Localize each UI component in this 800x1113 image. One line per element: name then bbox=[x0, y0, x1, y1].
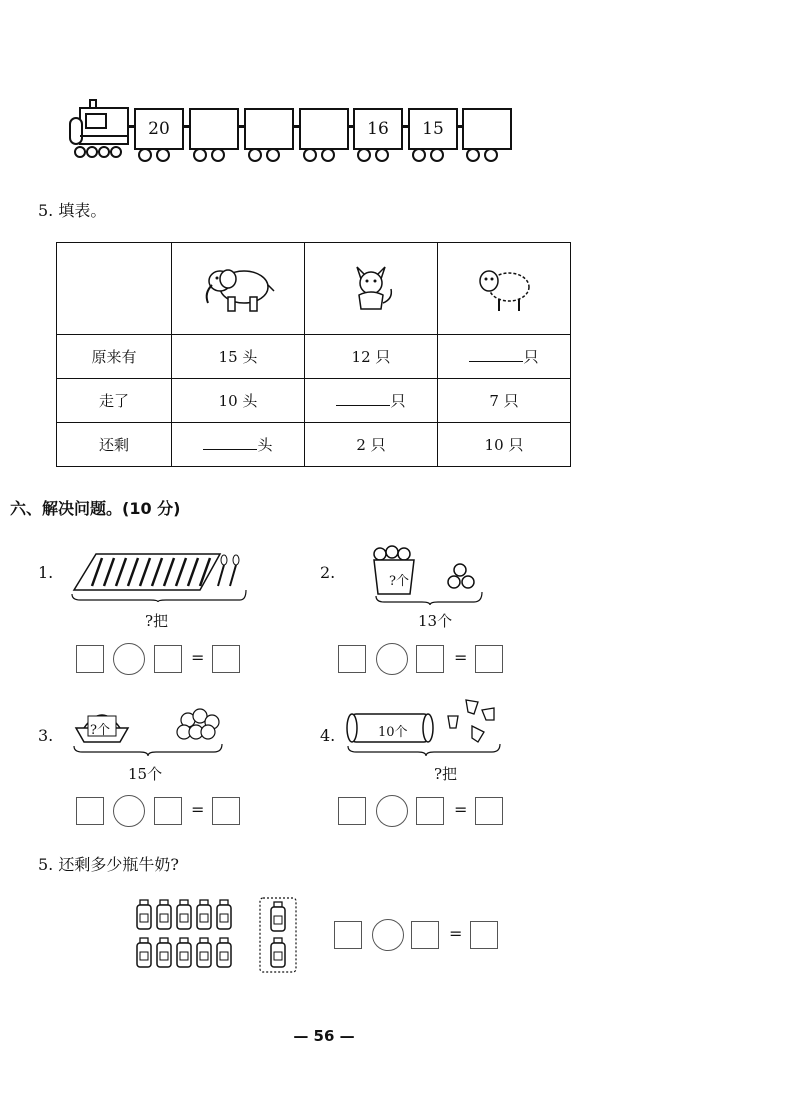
table-cell: 12 只 bbox=[305, 335, 438, 379]
page-number: — 56 — bbox=[293, 1027, 355, 1045]
basket-question-label: ?个 bbox=[389, 574, 409, 589]
sheep-icon bbox=[469, 257, 539, 317]
answer-box[interactable] bbox=[411, 921, 439, 949]
milk-bottles-illustration-icon bbox=[132, 896, 302, 976]
problem-4-label: ?把 bbox=[434, 765, 458, 783]
table-cell[interactable]: 只 bbox=[438, 335, 571, 379]
train-car-5: 16 bbox=[353, 108, 403, 150]
locomotive-icon bbox=[66, 96, 136, 162]
answer-box[interactable] bbox=[475, 797, 503, 825]
table-row bbox=[57, 379, 571, 423]
table-cell[interactable]: 只 bbox=[305, 379, 438, 423]
answer-box[interactable] bbox=[338, 645, 366, 673]
train-car-7 bbox=[462, 108, 512, 150]
section-6-title: 六、解决问题。(10 分) bbox=[10, 499, 181, 518]
answer-box[interactable] bbox=[338, 797, 366, 825]
table-cell: 15 头 bbox=[172, 335, 305, 379]
table-row bbox=[57, 423, 571, 467]
tube-count-label: 10个 bbox=[378, 725, 408, 740]
cat-icon bbox=[341, 257, 401, 317]
answer-box[interactable] bbox=[470, 921, 498, 949]
answer-blank[interactable] bbox=[469, 347, 523, 362]
answer-blank[interactable] bbox=[336, 391, 390, 406]
operator-circle[interactable] bbox=[376, 795, 408, 827]
problem-4-number: 4. bbox=[320, 726, 336, 745]
train-car-4 bbox=[299, 108, 349, 150]
train-car-1: 20 bbox=[134, 108, 184, 150]
answer-box[interactable] bbox=[416, 797, 444, 825]
problem-1-label: ?把 bbox=[145, 612, 169, 630]
row-label: 走了 bbox=[57, 379, 172, 423]
table-header-elephant bbox=[172, 243, 305, 335]
answer-box[interactable] bbox=[76, 645, 104, 673]
train-car-2 bbox=[189, 108, 239, 150]
basket-question-label: ?个 bbox=[90, 723, 110, 738]
table-row bbox=[57, 335, 571, 379]
problem-2-label: 13个 bbox=[418, 612, 453, 630]
train-car-3 bbox=[244, 108, 294, 150]
answer-box[interactable] bbox=[76, 797, 104, 825]
row-label: 原来有 bbox=[57, 335, 172, 379]
table-cell: 7 只 bbox=[438, 379, 571, 423]
problem-2-number: 2. bbox=[320, 563, 336, 582]
operator-circle[interactable] bbox=[372, 919, 404, 951]
fill-table bbox=[56, 242, 571, 467]
answer-blank[interactable] bbox=[203, 435, 257, 450]
problem-3-label: 15个 bbox=[128, 765, 163, 783]
answer-box[interactable] bbox=[212, 797, 240, 825]
elephant-icon bbox=[198, 257, 278, 317]
table-cell[interactable]: 头 bbox=[172, 423, 305, 467]
table-cell: 10 头 bbox=[172, 379, 305, 423]
table-corner bbox=[57, 243, 172, 335]
operator-circle[interactable] bbox=[113, 795, 145, 827]
operator-circle[interactable] bbox=[376, 643, 408, 675]
question-5-title: 5. 填表。 bbox=[38, 201, 107, 220]
answer-box[interactable] bbox=[334, 921, 362, 949]
table-cell: 10 只 bbox=[438, 423, 571, 467]
table-header-cat bbox=[305, 243, 438, 335]
shuttlecock-illustration-icon bbox=[344, 692, 509, 758]
answer-box[interactable] bbox=[212, 645, 240, 673]
answer-box[interactable] bbox=[154, 645, 182, 673]
answer-box[interactable] bbox=[154, 797, 182, 825]
train-car-6: 15 bbox=[408, 108, 458, 150]
spoons-illustration-icon bbox=[70, 550, 250, 602]
problem-5-title: 5. 还剩多少瓶牛奶? bbox=[38, 855, 179, 874]
problem-1-number: 1. bbox=[38, 563, 54, 582]
answer-box[interactable] bbox=[416, 645, 444, 673]
operator-circle[interactable] bbox=[113, 643, 145, 675]
problem-3-number: 3. bbox=[38, 726, 54, 745]
table-cell: 2 只 bbox=[305, 423, 438, 467]
row-label: 还剩 bbox=[57, 423, 172, 467]
table-header-sheep bbox=[438, 243, 571, 335]
answer-box[interactable] bbox=[475, 645, 503, 673]
